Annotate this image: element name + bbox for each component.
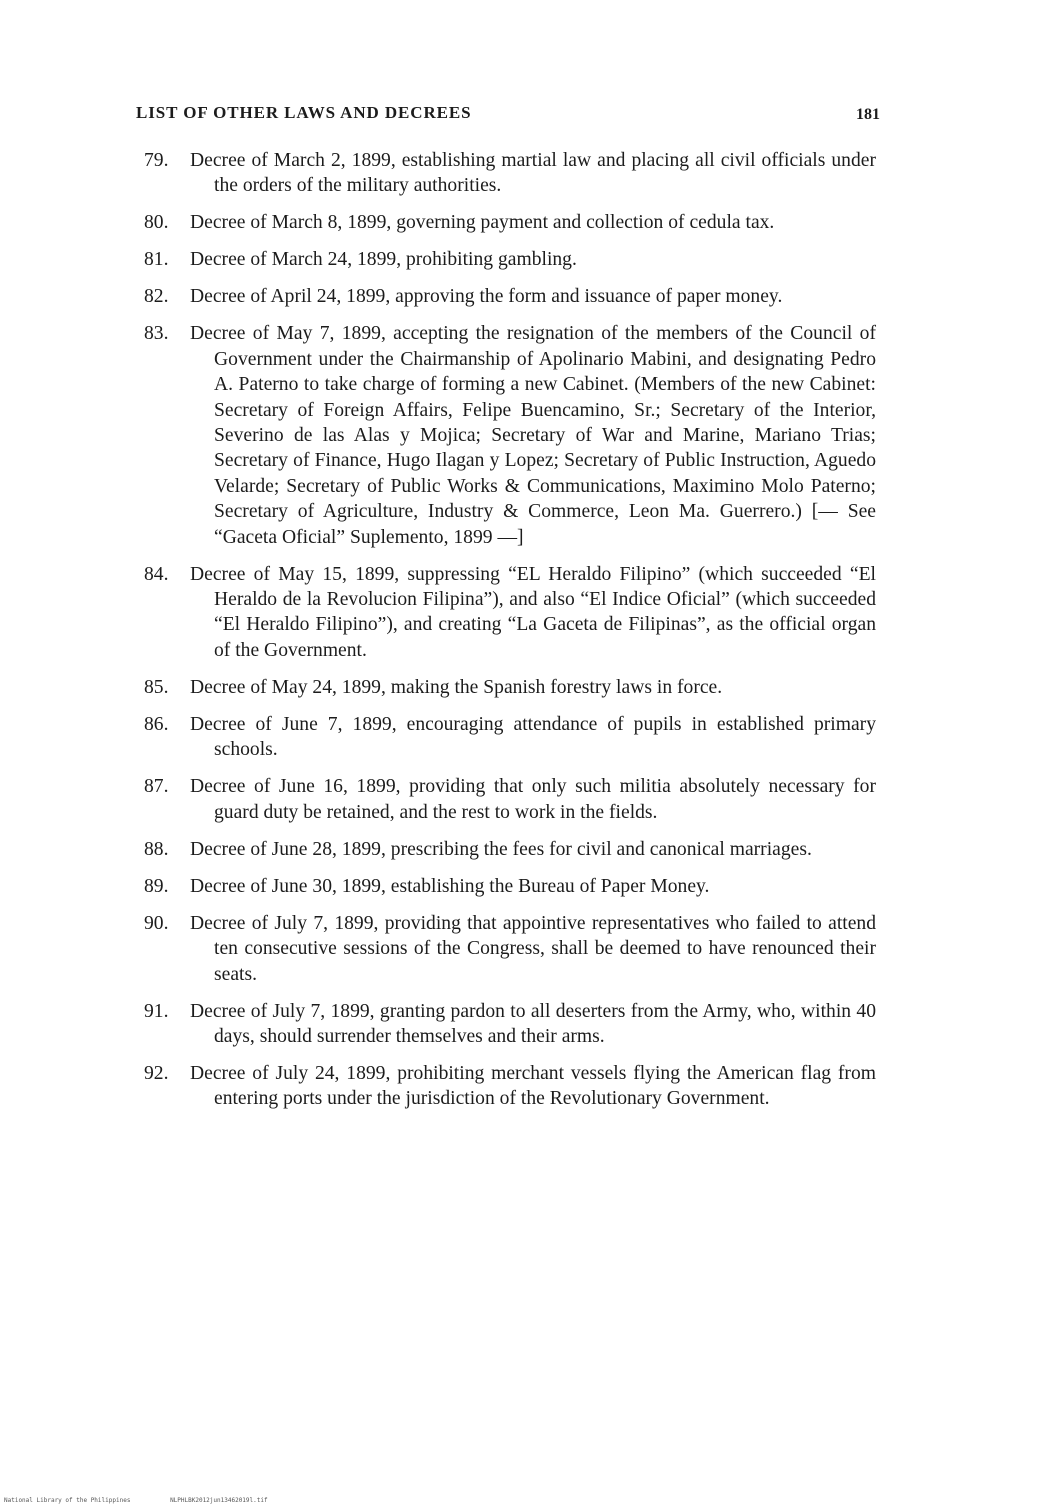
- entry-number: 80.: [144, 212, 169, 234]
- entry-number: 81.: [144, 249, 169, 271]
- entry-text: Decree of June 16, 1899, providing that only such militia absolutely necessary for guard duty be retained, and the rest to work in the fields.: [190, 776, 876, 823]
- entry-number: 86.: [144, 713, 169, 735]
- entry-text: Decree of March 2, 1899, establishing martial law and placing all civil officials under the orders of the military authorities.: [190, 150, 876, 197]
- decree-entry: [144, 874, 876, 899]
- decree-entry: [144, 837, 876, 862]
- decree-entry: [144, 284, 876, 309]
- entry-text: Decree of March 8, 1899, governing payment and collection of cedula tax.: [190, 212, 775, 234]
- footer-file: NLPHLBK2012jun13462019l.tif: [170, 1497, 268, 1504]
- entry-number: 87.: [144, 776, 169, 798]
- entry-text: Decree of July 7, 1899, providing that appointive representatives who failed to attend ten consecutive sessions of the Congress, shall be deemed to have renounced their seats.: [190, 912, 876, 985]
- running-head: [136, 103, 880, 129]
- decree-list: [144, 148, 876, 1123]
- entry-number: 85.: [144, 676, 169, 698]
- entry-number: 82.: [144, 286, 169, 308]
- footer-source: National Library of the Philippines: [4, 1497, 131, 1504]
- decree-entry: [144, 562, 876, 664]
- decree-entry: [144, 321, 876, 550]
- entry-number: 90.: [144, 912, 169, 934]
- decree-entry: [144, 247, 876, 272]
- decree-entry: [144, 712, 876, 763]
- decree-entry: [144, 148, 876, 199]
- entry-number: 83.: [144, 323, 169, 345]
- decree-entry: [144, 999, 876, 1050]
- entry-number: 88.: [144, 838, 169, 860]
- running-title: LIST OF OTHER LAWS AND DECREES: [136, 103, 472, 122]
- entry-text: Decree of June 28, 1899, prescribing the fees for civil and canonical marriages.: [190, 838, 812, 860]
- entry-text: Decree of May 15, 1899, suppressing “EL Heraldo Filipino” (which succeeded “El Heraldo de la Revolucion Filipina”), and also “El Indice Oficial” (which succeeded “El Heraldo Filipino”), and creating “La Gaceta de Filipinas”, as the official organ of the Government.: [190, 563, 876, 661]
- entry-number: 84.: [144, 563, 169, 585]
- entry-text: Decree of June 30, 1899, establishing the Bureau of Paper Money.: [190, 875, 710, 897]
- entry-number: 79.: [144, 150, 169, 171]
- entry-text: Decree of May 7, 1899, accepting the resignation of the members of the Council of Government under the Chairmanship of Apolinario Mabini, and designating Pedro A. Paterno to take charge of forming a new Cabinet. (Members of the new Cabinet: Secretary of Foreign Affairs, Felipe Buencamino, Sr.; Secretary of the Interior, Severino de las Alas y Mojica; Secretary of War and Marine, Mariano Trias; Secretary of Finance, Hugo Ilagan y Lopez; Secretary of Public Instruction, Aguedo Velarde; Secretary of Public Works & Communications, Maximino Molo Paterno; Secretary of Agriculture, Industry & Commerce, Leon Ma. Guerrero.) [— See “Gaceta Oficial” Suplemento, 1899 —]: [190, 323, 876, 548]
- page-number: 181: [856, 106, 880, 123]
- decree-entry: [144, 1061, 876, 1112]
- scan-footer: [4, 1497, 304, 1504]
- entry-text: Decree of April 24, 1899, approving the form and issuance of paper money.: [190, 286, 783, 308]
- decree-entry: [144, 911, 876, 987]
- entry-number: 91.: [144, 1000, 169, 1022]
- entry-text: Decree of March 24, 1899, prohibiting gambling.: [190, 249, 577, 271]
- entry-text: Decree of July 24, 1899, prohibiting merchant vessels flying the American flag from entering ports under the jurisdiction of the Revolutionary Government.: [190, 1062, 876, 1110]
- decree-entry: [144, 774, 876, 825]
- decree-entry: [144, 675, 876, 700]
- entry-text: Decree of June 7, 1899, encouraging attendance of pupils in established primary schools.: [190, 713, 876, 761]
- entry-number: 89.: [144, 875, 169, 897]
- entry-text: Decree of July 7, 1899, granting pardon to all deserters from the Army, who, within 40 days, should surrender themselves and their arms.: [190, 1000, 876, 1047]
- decree-entry: [144, 210, 876, 235]
- entry-text: Decree of May 24, 1899, making the Spanish forestry laws in force.: [190, 676, 723, 698]
- entry-number: 92.: [144, 1062, 169, 1084]
